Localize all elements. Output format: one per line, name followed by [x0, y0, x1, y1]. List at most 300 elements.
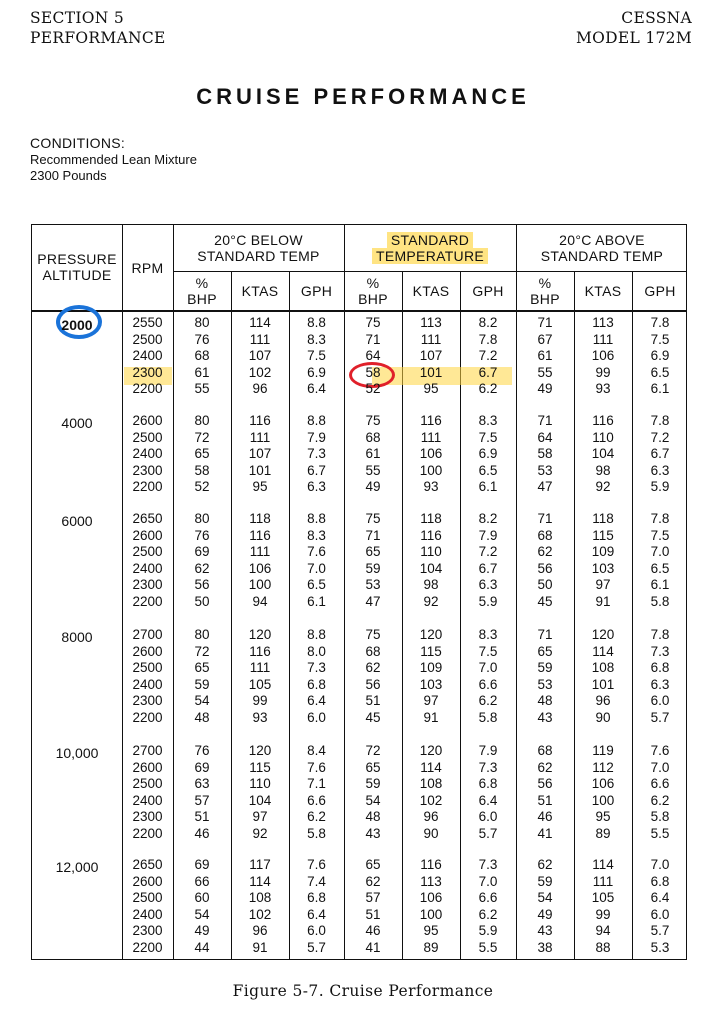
cell-ktas-std: 120 [419, 743, 443, 758]
cell-ktas-above: 112 [592, 759, 614, 775]
cell-ktas-above: 105 [591, 890, 615, 906]
cell-gph-std: 6.2 [478, 906, 498, 922]
figure-caption: Figure 5-7. Cruise Performance [232, 982, 494, 1000]
row-divider [173, 271, 686, 272]
cell-bhp-above: 43 [537, 710, 553, 725]
cell-ktas-std: 111 [420, 331, 442, 347]
cell-gph-below: 6.4 [307, 906, 326, 922]
gph-subheader: GPH [472, 283, 504, 299]
cell-ktas-below: 117 [249, 857, 271, 872]
cell-rpm: 2500 [132, 890, 163, 906]
cell-ktas-below: 107 [248, 348, 272, 364]
cell-ktas-below: 100 [248, 577, 272, 593]
cell-gph-above: 7.8 [650, 315, 670, 330]
cell-ktas-std: 101 [419, 364, 443, 380]
cell-ktas-std: 95 [423, 923, 439, 939]
cell-bhp-below: 54 [194, 906, 210, 922]
cell-rpm: 2300 [132, 693, 163, 709]
cell-gph-below: 6.8 [307, 676, 326, 692]
cell-ktas-std: 116 [420, 413, 442, 428]
cell-gph-above: 5.7 [650, 923, 670, 939]
cell-gph-below: 6.9 [307, 364, 326, 380]
cell-rpm: 2700 [132, 743, 163, 758]
cell-ktas-std: 89 [423, 940, 439, 955]
page-title: CRUISE PERFORMANCE [196, 84, 530, 109]
cell-ktas-above: 104 [591, 446, 615, 462]
cell-ktas-below: 99 [252, 693, 268, 709]
cell-bhp-below: 68 [194, 348, 210, 364]
cell-bhp-std: 59 [365, 560, 381, 576]
cell-bhp-std: 58 [365, 364, 381, 380]
cell-gph-above: 5.7 [650, 710, 670, 725]
cell-ktas-above: 96 [595, 693, 611, 709]
cell-ktas-above: 90 [595, 710, 611, 725]
cell-rpm: 2300 [132, 923, 163, 939]
cell-gph-below: 6.5 [307, 577, 326, 593]
cell-bhp-above: 47 [537, 479, 553, 495]
cell-ktas-above: 106 [591, 776, 615, 792]
cell-ktas-std: 98 [423, 577, 439, 593]
cell-bhp-std: 45 [365, 710, 381, 725]
cell-gph-above: 5.9 [650, 479, 670, 495]
cell-ktas-above: 98 [595, 462, 611, 478]
cell-gph-std: 6.6 [478, 676, 498, 692]
cell-ktas-below: 91 [252, 940, 268, 955]
cell-rpm: 2700 [132, 627, 163, 642]
cell-gph-std: 7.0 [478, 660, 498, 676]
cell-ktas-std: 116 [420, 857, 442, 872]
cell-bhp-below: 44 [194, 940, 210, 955]
condition-weight: 2300 Pounds [30, 168, 107, 183]
cell-bhp-above: 54 [537, 890, 553, 906]
cell-ktas-below: 105 [248, 676, 272, 692]
cell-ktas-below: 102 [248, 906, 272, 922]
cell-ktas-below: 111 [249, 544, 271, 560]
cell-bhp-below: 76 [194, 743, 210, 758]
cell-ktas-std: 104 [419, 560, 443, 576]
cell-bhp-above: 43 [537, 923, 553, 939]
cell-gph-above: 6.5 [650, 364, 670, 380]
condition-mixture: Recommended Lean Mixture [30, 152, 197, 167]
cell-ktas-above: 103 [591, 560, 615, 576]
cell-rpm: 2300 [132, 364, 163, 380]
cell-ktas-above: 99 [595, 906, 611, 922]
cell-rpm: 2200 [132, 381, 163, 397]
rpm-header: RPM [131, 260, 164, 276]
cell-gph-above: 6.0 [650, 906, 670, 922]
cell-ktas-above: 116 [592, 413, 614, 428]
cell-gph-above: 7.0 [650, 759, 670, 775]
cell-bhp-std: 71 [365, 331, 381, 347]
cell-bhp-std: 53 [365, 577, 381, 593]
altitude-label: 12,000 [55, 859, 99, 875]
cell-ktas-below: 108 [248, 890, 272, 906]
cell-bhp-std: 54 [365, 792, 381, 808]
cell-rpm: 2300 [132, 462, 163, 478]
cell-ktas-below: 111 [249, 331, 271, 347]
cell-bhp-above: 53 [537, 676, 553, 692]
cell-bhp-below: 60 [194, 890, 210, 906]
cell-gph-below: 8.3 [307, 331, 326, 347]
cell-ktas-std: 114 [420, 759, 442, 775]
pressure-altitude-header: PRESSURE ALTITUDE [37, 251, 117, 283]
cell-gph-above: 7.8 [650, 511, 670, 526]
cell-bhp-below: 65 [194, 446, 210, 462]
cell-bhp-below: 76 [194, 527, 210, 543]
cell-gph-above: 7.8 [650, 627, 670, 642]
cell-gph-above: 6.1 [650, 577, 670, 593]
cell-gph-above: 7.0 [650, 857, 670, 872]
cell-bhp-below: 62 [194, 560, 210, 576]
group-header-above-standard: 20°C ABOVE STANDARD TEMP [540, 232, 664, 264]
cell-ktas-above: 108 [591, 660, 615, 676]
cell-ktas-below: 120 [248, 743, 272, 758]
cell-gph-std: 7.8 [478, 331, 498, 347]
cell-ktas-std: 100 [419, 906, 443, 922]
cell-rpm: 2400 [132, 792, 163, 808]
cell-ktas-std: 107 [419, 348, 443, 364]
cell-bhp-above: 41 [537, 826, 553, 841]
cell-gph-std: 8.3 [478, 413, 498, 428]
cell-bhp-std: 68 [365, 429, 381, 445]
cell-gph-std: 7.9 [478, 527, 498, 543]
cell-gph-above: 6.2 [650, 792, 670, 808]
cell-gph-std: 7.5 [478, 429, 498, 445]
cell-bhp-std: 41 [365, 940, 381, 955]
cell-ktas-below: 110 [249, 776, 271, 792]
cell-ktas-above: 92 [595, 479, 611, 495]
cell-gph-std: 6.7 [478, 560, 498, 576]
cell-bhp-std: 65 [365, 544, 381, 560]
cell-bhp-std: 46 [365, 923, 381, 939]
altitude-label: 6000 [61, 513, 93, 529]
cell-bhp-above: 55 [537, 364, 553, 380]
cell-ktas-std: 92 [423, 594, 439, 609]
cell-bhp-std: 75 [365, 413, 381, 428]
cell-bhp-below: 57 [194, 792, 210, 808]
cell-ktas-std: 106 [419, 446, 443, 462]
cell-gph-std: 7.3 [478, 759, 498, 775]
cell-gph-below: 6.3 [307, 479, 326, 495]
cell-rpm: 2600 [132, 873, 163, 889]
cell-bhp-std: 51 [365, 693, 381, 709]
altitude-label: 10,000 [55, 745, 99, 761]
cell-gph-std: 7.5 [478, 643, 498, 659]
cell-ktas-std: 95 [423, 381, 439, 397]
cell-ktas-above: 118 [592, 511, 614, 526]
cell-gph-std: 6.0 [478, 809, 498, 825]
cell-bhp-std: 43 [365, 826, 381, 841]
cell-gph-above: 6.8 [650, 873, 670, 889]
cell-gph-std: 6.3 [478, 577, 498, 593]
cell-bhp-std: 71 [365, 527, 381, 543]
cell-ktas-below: 114 [249, 873, 271, 889]
cell-bhp-above: 61 [537, 348, 553, 364]
cell-ktas-std: 100 [419, 462, 443, 478]
cell-ktas-above: 109 [591, 544, 615, 560]
bhp-subheader: % BHP [187, 275, 217, 307]
cell-bhp-std: 65 [365, 759, 381, 775]
cell-gph-above: 6.8 [650, 660, 670, 676]
cell-ktas-above: 88 [595, 940, 611, 955]
cell-gph-below: 7.9 [307, 429, 326, 445]
ktas-subheader: KTAS [241, 283, 279, 299]
altitude-label: 4000 [61, 415, 93, 431]
cell-bhp-above: 62 [537, 759, 553, 775]
section-header [30, 8, 166, 48]
cell-bhp-above: 62 [537, 857, 553, 872]
cell-rpm: 2600 [132, 643, 163, 659]
header-divider [32, 310, 686, 312]
cell-ktas-above: 93 [595, 381, 611, 397]
cell-bhp-below: 69 [194, 857, 210, 872]
cell-ktas-below: 114 [249, 315, 271, 330]
cell-bhp-above: 68 [537, 527, 553, 543]
cell-ktas-above: 89 [595, 826, 611, 841]
cell-ktas-std: 120 [419, 627, 443, 642]
cell-bhp-std: 68 [365, 643, 381, 659]
cell-rpm: 2400 [132, 676, 163, 692]
cell-bhp-above: 38 [537, 940, 553, 955]
cell-ktas-below: 104 [248, 792, 272, 808]
conditions-block [30, 134, 197, 184]
cell-bhp-below: 63 [194, 776, 210, 792]
cell-gph-std: 6.9 [478, 446, 498, 462]
cell-bhp-below: 50 [194, 594, 210, 609]
cell-gph-below: 8.3 [307, 527, 326, 543]
cell-rpm: 2500 [132, 776, 163, 792]
cell-gph-below: 5.8 [307, 826, 326, 841]
cell-rpm: 2200 [132, 479, 163, 495]
cell-gph-below: 8.4 [307, 743, 326, 758]
cell-gph-std: 5.9 [478, 594, 498, 609]
cell-ktas-std: 110 [420, 544, 442, 560]
cell-ktas-std: 106 [419, 890, 443, 906]
cell-bhp-above: 71 [537, 413, 553, 428]
cell-gph-below: 8.8 [307, 315, 326, 330]
cell-gph-below: 6.4 [307, 693, 326, 709]
cell-rpm: 2400 [132, 906, 163, 922]
cell-gph-below: 7.3 [307, 660, 326, 676]
cell-ktas-above: 114 [592, 643, 614, 659]
cell-gph-std: 8.2 [478, 511, 498, 526]
cell-rpm: 2600 [132, 527, 163, 543]
cell-bhp-above: 59 [537, 873, 553, 889]
cell-gph-below: 6.1 [307, 594, 326, 609]
cell-rpm: 2600 [132, 759, 163, 775]
bhp-subheader: % BHP [358, 275, 388, 307]
cell-bhp-std: 59 [365, 776, 381, 792]
cell-rpm: 2200 [132, 710, 163, 725]
cell-gph-above: 6.3 [650, 462, 670, 478]
cell-bhp-above: 71 [537, 627, 553, 642]
cell-gph-below: 7.0 [307, 560, 326, 576]
cell-rpm: 2200 [132, 826, 163, 841]
cell-ktas-below: 97 [252, 809, 268, 825]
cell-bhp-below: 72 [194, 643, 210, 659]
cell-ktas-above: 95 [595, 809, 611, 825]
cell-rpm: 2400 [132, 560, 163, 576]
cell-ktas-std: 97 [423, 693, 439, 709]
gph-subheader: GPH [300, 283, 333, 299]
cell-gph-above: 6.0 [650, 693, 670, 709]
cell-bhp-above: 51 [537, 792, 553, 808]
cell-ktas-above: 115 [592, 527, 614, 543]
cell-bhp-below: 65 [194, 660, 210, 676]
cell-gph-above: 6.5 [650, 560, 670, 576]
cell-bhp-below: 61 [194, 364, 210, 380]
cell-ktas-std: 90 [423, 826, 439, 841]
cell-gph-std: 5.8 [478, 710, 498, 725]
cell-bhp-above: 50 [537, 577, 553, 593]
cell-bhp-below: 51 [194, 809, 210, 825]
cell-rpm: 2500 [132, 660, 163, 676]
group-header-standard: STANDARD TEMPERATURE [344, 232, 516, 264]
cell-gph-below: 7.1 [307, 776, 326, 792]
cell-ktas-above: 91 [595, 594, 611, 609]
cell-bhp-above: 62 [537, 544, 553, 560]
cell-bhp-below: 69 [194, 759, 210, 775]
section-label: SECTION 5 [30, 9, 125, 27]
cell-gph-below: 6.6 [307, 792, 326, 808]
cell-gph-below: 6.0 [307, 923, 326, 939]
cell-ktas-below: 96 [252, 381, 268, 397]
cell-bhp-std: 56 [365, 676, 381, 692]
cell-bhp-above: 48 [537, 693, 553, 709]
cell-gph-std: 6.4 [478, 792, 498, 808]
cell-rpm: 2650 [132, 857, 163, 872]
cell-gph-above: 6.1 [650, 381, 670, 397]
cell-ktas-below: 111 [249, 429, 271, 445]
gph-subheader: GPH [644, 283, 676, 299]
cell-bhp-below: 52 [194, 479, 210, 495]
cell-ktas-below: 106 [248, 560, 272, 576]
cell-bhp-below: 55 [194, 381, 210, 397]
cell-gph-std: 6.2 [478, 381, 498, 397]
cell-ktas-above: 99 [595, 364, 611, 380]
cell-ktas-std: 118 [420, 511, 442, 526]
cell-ktas-above: 106 [591, 348, 615, 364]
cell-gph-std: 6.6 [478, 890, 498, 906]
cell-gph-above: 5.8 [650, 594, 670, 609]
conditions-heading: CONDITIONS: [30, 135, 126, 151]
cell-rpm: 2300 [132, 577, 163, 593]
cell-bhp-std: 48 [365, 809, 381, 825]
cell-ktas-std: 91 [423, 710, 439, 725]
cell-bhp-above: 49 [537, 381, 553, 397]
cell-gph-std: 6.8 [478, 776, 498, 792]
cell-gph-above: 6.4 [650, 890, 670, 906]
cell-ktas-above: 120 [591, 627, 615, 642]
aircraft-header [576, 8, 692, 48]
cell-gph-std: 5.5 [478, 940, 498, 955]
group-header-below-standard: 20°C BELOW STANDARD TEMP [197, 232, 320, 264]
cell-bhp-below: 46 [194, 826, 210, 841]
cell-ktas-std: 116 [420, 527, 442, 543]
cell-ktas-above: 119 [592, 743, 614, 758]
cell-gph-below: 7.3 [307, 446, 326, 462]
cell-ktas-below: 102 [248, 364, 272, 380]
cell-ktas-below: 93 [252, 710, 268, 725]
cell-bhp-above: 71 [537, 511, 553, 526]
cell-ktas-std: 113 [420, 873, 442, 889]
cell-bhp-above: 53 [537, 462, 553, 478]
cell-gph-below: 7.5 [307, 348, 326, 364]
cell-bhp-std: 52 [365, 381, 381, 397]
cell-bhp-std: 57 [365, 890, 381, 906]
cell-bhp-below: 58 [194, 462, 210, 478]
cell-ktas-above: 111 [592, 873, 614, 889]
cell-rpm: 2400 [132, 446, 163, 462]
cell-ktas-below: 120 [248, 627, 272, 642]
cell-gph-std: 7.2 [478, 544, 498, 560]
cell-bhp-std: 49 [365, 479, 381, 495]
cell-bhp-std: 64 [365, 348, 381, 364]
cell-gph-below: 7.4 [307, 873, 326, 889]
cell-ktas-above: 101 [591, 676, 615, 692]
cell-rpm: 2500 [132, 544, 163, 560]
cell-gph-above: 5.3 [650, 940, 670, 955]
cell-ktas-std: 113 [420, 315, 442, 330]
cell-gph-std: 8.2 [478, 315, 498, 330]
cell-ktas-below: 92 [252, 826, 268, 841]
cell-gph-above: 7.6 [650, 743, 670, 758]
cell-gph-std: 7.2 [478, 348, 498, 364]
cell-bhp-above: 49 [537, 906, 553, 922]
cell-ktas-below: 116 [249, 413, 271, 428]
cell-gph-below: 5.7 [307, 940, 326, 955]
cell-bhp-std: 62 [365, 660, 381, 676]
cell-gph-std: 7.0 [478, 873, 498, 889]
cell-gph-std: 7.9 [478, 743, 498, 758]
cell-ktas-below: 115 [249, 759, 271, 775]
cell-gph-below: 7.6 [307, 544, 326, 560]
cell-bhp-below: 66 [194, 873, 210, 889]
cell-ktas-std: 109 [419, 660, 443, 676]
cell-gph-std: 7.3 [478, 857, 498, 872]
cell-rpm: 2500 [132, 331, 163, 347]
cell-ktas-std: 108 [419, 776, 443, 792]
cell-bhp-above: 67 [537, 331, 553, 347]
section-name: PERFORMANCE [30, 29, 166, 47]
cell-gph-above: 7.0 [650, 544, 670, 560]
cell-bhp-below: 49 [194, 923, 210, 939]
cell-gph-above: 5.8 [650, 809, 670, 825]
cell-bhp-below: 56 [194, 577, 210, 593]
cell-ktas-std: 93 [423, 479, 439, 495]
cell-ktas-std: 96 [423, 809, 439, 825]
cell-ktas-std: 103 [419, 676, 443, 692]
cell-bhp-above: 64 [537, 429, 553, 445]
cell-bhp-above: 68 [537, 743, 553, 758]
cell-gph-above: 7.8 [650, 413, 670, 428]
cell-rpm: 2200 [132, 594, 163, 609]
cell-gph-below: 7.6 [307, 759, 326, 775]
cell-gph-below: 7.6 [307, 857, 326, 872]
altitude-label: 2000 [61, 317, 93, 333]
cell-ktas-below: 96 [252, 923, 268, 939]
cell-ktas-below: 118 [249, 511, 271, 526]
cell-ktas-below: 107 [248, 446, 272, 462]
cell-ktas-above: 113 [592, 315, 614, 330]
cell-gph-std: 6.1 [478, 479, 498, 495]
cell-bhp-above: 59 [537, 660, 553, 676]
cell-rpm: 2500 [132, 429, 163, 445]
cruise-performance-table [31, 224, 687, 960]
cell-bhp-below: 54 [194, 693, 210, 709]
cell-gph-std: 5.7 [478, 826, 498, 841]
cell-rpm: 2650 [132, 511, 163, 526]
